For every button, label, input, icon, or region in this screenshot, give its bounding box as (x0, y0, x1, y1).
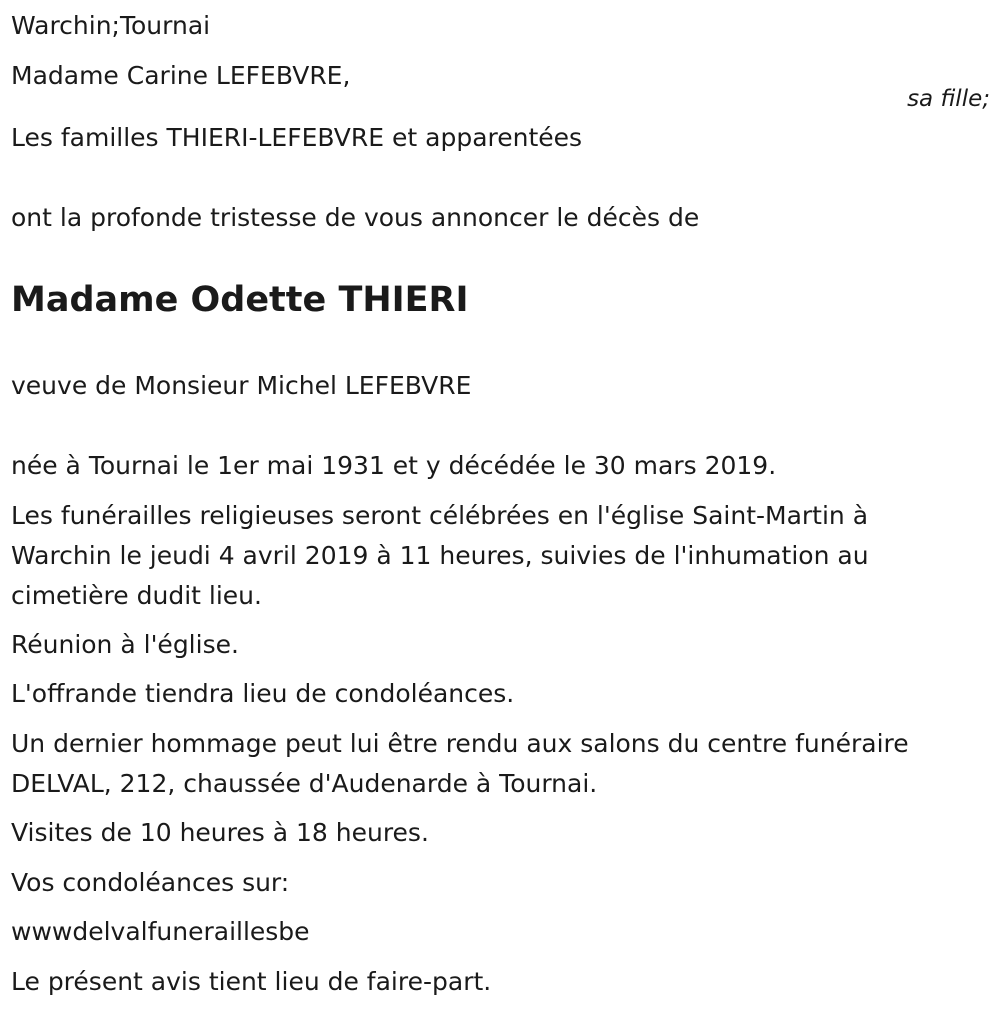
deceased-name: Madame Odette THIERI (11, 280, 469, 320)
condolences-label: Vos condoléances sur: (11, 868, 290, 897)
meeting-info: Réunion à l'église. (11, 630, 239, 659)
families-line: Les familles THIERI-LEFEBVRE et apparentées (11, 123, 583, 152)
funeral-info-line2: Warchin le jeudi 4 avril 2019 à 11 heures, suivies de l'inhumation au (11, 541, 869, 570)
tribute-line2: DELVAL, 212, chaussée d'Audenarde à Tournai. (11, 769, 598, 798)
family-member-relation: sa fille; (907, 86, 990, 112)
birth-death-line: née à Tournai le 1er mai 1931 et y décédée le 30 mars 2019. (11, 451, 777, 480)
announcement-text: ont la profonde tristesse de vous annoncer le décès de (11, 203, 700, 232)
tribute-line1: Un dernier hommage peut lui être rendu aux salons du centre funéraire (11, 729, 909, 758)
funeral-info-line3: cimetière dudit lieu. (11, 581, 262, 610)
family-member-name: Madame Carine LEFEBVRE, (11, 61, 351, 90)
website-text: wwwdelvalfuneraillesbe (11, 917, 310, 946)
notice-text: Le présent avis tient lieu de faire-part. (11, 967, 492, 996)
funeral-info-line1: Les funérailles religieuses seront célébrées en l'église Saint-Martin à (11, 501, 869, 530)
visits-info: Visites de 10 heures à 18 heures. (11, 818, 429, 847)
spouse-line: veuve de Monsieur Michel LEFEBVRE (11, 371, 472, 400)
offering-info: L'offrande tiendra lieu de condoléances. (11, 679, 515, 708)
location-header: Warchin;Tournai (11, 11, 211, 40)
